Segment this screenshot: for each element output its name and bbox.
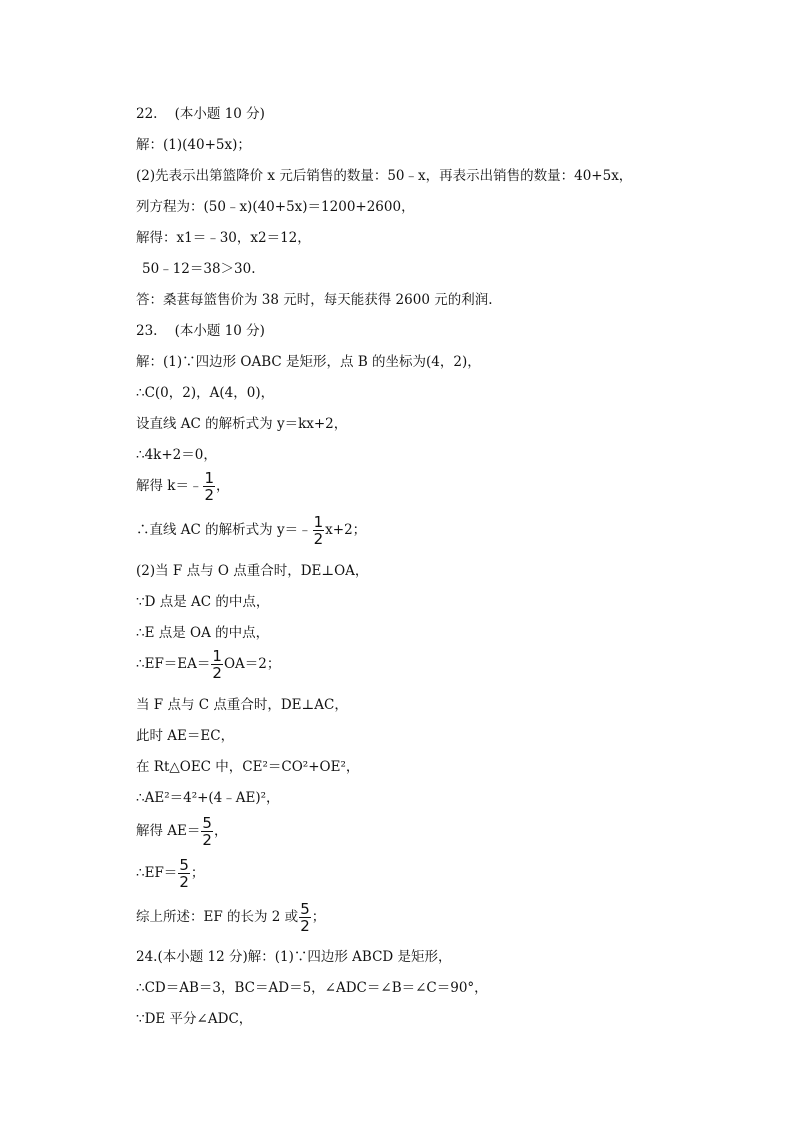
q23-points: (本小题 10 分) (174, 323, 265, 339)
q23-line-17 (136, 901, 325, 934)
q23-line-8: ∵D 点是 AC 的中点， (136, 594, 270, 610)
q23-line-2: ∴C(0，2)，A(4，0)， (136, 385, 275, 401)
q23-line-6 (136, 514, 366, 547)
fraction-one-half: $\frac{1}{2}$ (313, 513, 324, 548)
q23-line-14: ∴AE²＝4²+(4﹣AE)²， (136, 790, 280, 806)
fraction-one-half: $\frac{1}{2}$ (204, 469, 215, 504)
q23-line-12: 此时 AE＝EC， (136, 728, 235, 744)
q23-line-1: 解：(1)∵四边形 OABC 是矩形，点 B 的坐标为(4，2)， (136, 354, 481, 370)
q23-line-4: ∴4k+2＝0， (136, 447, 217, 463)
q23-line-16 (136, 857, 204, 890)
q23-line-17-end: ； (311, 909, 326, 925)
q23-line-6-end: x+2； (325, 522, 367, 538)
q23-number: 23. (136, 323, 158, 339)
q22-line-6: 答：桑葚每篮售价为 38 元时，每天能获得 2600 元的利润. (136, 292, 493, 308)
q23-line-16-end: ； (190, 865, 205, 881)
q23-line-17-text: 综上所述：EF 的长为 2 或 (136, 909, 299, 925)
q22-line-3: 列方程为：(50﹣x)(40+5x)＝1200+2600， (136, 199, 415, 215)
q23-line-10-end: OA＝2； (223, 656, 281, 672)
fraction-five-halves: $\frac{5}{2}$ (179, 856, 189, 891)
q22-line-1: 解：(1)(40+5x)； (136, 137, 251, 153)
q22-number: 22. (136, 106, 158, 122)
q23-line-11: 当 F 点与 C 点重合时，DE⊥AC， (136, 697, 348, 713)
q24-line-2: ∴CD＝AB＝3，BC＝AD＝5，∠ADC＝∠B＝∠C＝90°， (136, 980, 488, 996)
q23-line-6-text: ∴直线 AC 的解析式为 y＝﹣ (136, 522, 312, 538)
q23-line-5-text: 解得 k＝﹣ (136, 478, 203, 494)
q23-line-15-text: 解得 AE＝ (136, 823, 201, 839)
q23-line-15-end: ， (213, 823, 228, 839)
q22-line-2: (2)先表示出第篮降价 x 元后销售的数量：50﹣x，再表示出销售的数量：40+5x， (136, 168, 633, 184)
fraction-five-halves: $\frac{5}{2}$ (202, 814, 212, 849)
q23-line-10-text: ∴EF＝EA＝ (136, 656, 211, 672)
q23-line-13: 在 Rt△OEC 中，CE²＝CO²+OE²， (136, 759, 360, 775)
q23-line-5 (136, 470, 230, 503)
q23-line-5-end: ， (216, 478, 230, 494)
q22-header (136, 104, 265, 124)
q23-line-7: (2)当 F 点与 O 点重合时，DE⊥OA， (136, 563, 369, 579)
q22-line-5: 50﹣12＝38＞30. (142, 261, 256, 277)
q23-header (136, 321, 265, 341)
fraction-one-half: $\frac{1}{2}$ (212, 647, 222, 682)
q22-line-4: 解得：x1＝﹣30，x2＝12， (136, 230, 311, 246)
q22-points: (本小题 10 分) (174, 106, 265, 122)
q24-line-3: ∵DE 平分∠ADC， (136, 1011, 253, 1027)
q23-line-3: 设直线 AC 的解析式为 y＝kx+2， (136, 416, 348, 432)
q23-line-15 (136, 815, 227, 848)
fraction-five-halves: $\frac{5}{2}$ (300, 900, 310, 935)
q23-line-10 (136, 648, 280, 681)
q24-line-1: 24.(本小题 12 分)解：(1)∵四边形 ABCD 是矩形， (136, 949, 452, 965)
q23-line-16-text: ∴EF＝ (136, 865, 178, 881)
q23-line-9: ∴E 点是 OA 的中点， (136, 625, 270, 641)
